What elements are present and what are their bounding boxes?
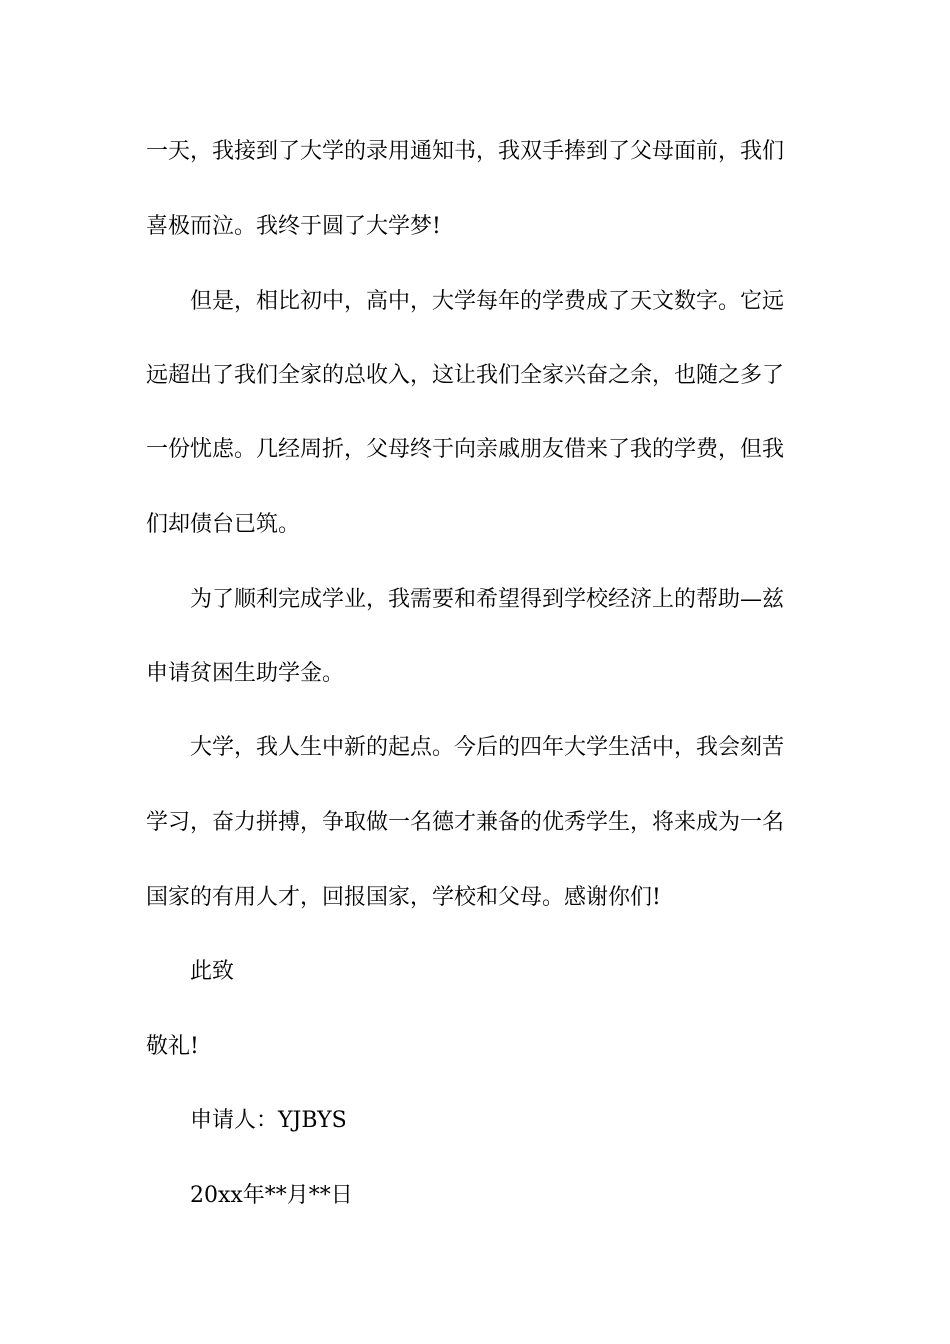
application-date: 20xx年**月**日: [190, 1183, 353, 1208]
paragraph-line: 喜极而泣。我终于圆了大学梦!: [146, 214, 441, 239]
closing-salutation: 此致: [190, 959, 235, 984]
paragraph-line: 一份忧虑。几经周折，父母终于向亲戚朋友借来了我的学费，但我: [146, 437, 785, 462]
paragraph-line: 远超出了我们全家的总收入，这让我们全家兴奋之余，也随之多了: [146, 363, 785, 388]
paragraph-line: 但是，相比初中，高中，大学每年的学费成了天文数字。它远: [190, 289, 785, 314]
paragraph-line: 们却债台已筑。: [146, 512, 301, 537]
paragraph-line: 国家的有用人才，回报国家，学校和父母。感谢你们!: [146, 885, 661, 910]
paragraph-line: 大学，我人生中新的起点。今后的四年大学生活中，我会刻苦: [190, 735, 785, 760]
paragraph-line: 学习，奋力拼搏，争取做一名德才兼备的优秀学生，将来成为一名: [146, 810, 785, 835]
regards: 敬礼!: [146, 1034, 199, 1059]
paragraph-line: 申请贫困生助学金。: [146, 661, 345, 686]
paragraph-line: 一天，我接到了大学的录用通知书，我双手捧到了父母面前，我们: [146, 139, 785, 164]
paragraph-line: 为了顺利完成学业，我需要和希望得到学校经济上的帮助—兹: [190, 587, 785, 612]
applicant-signature: 申请人：YJBYS: [190, 1108, 347, 1133]
